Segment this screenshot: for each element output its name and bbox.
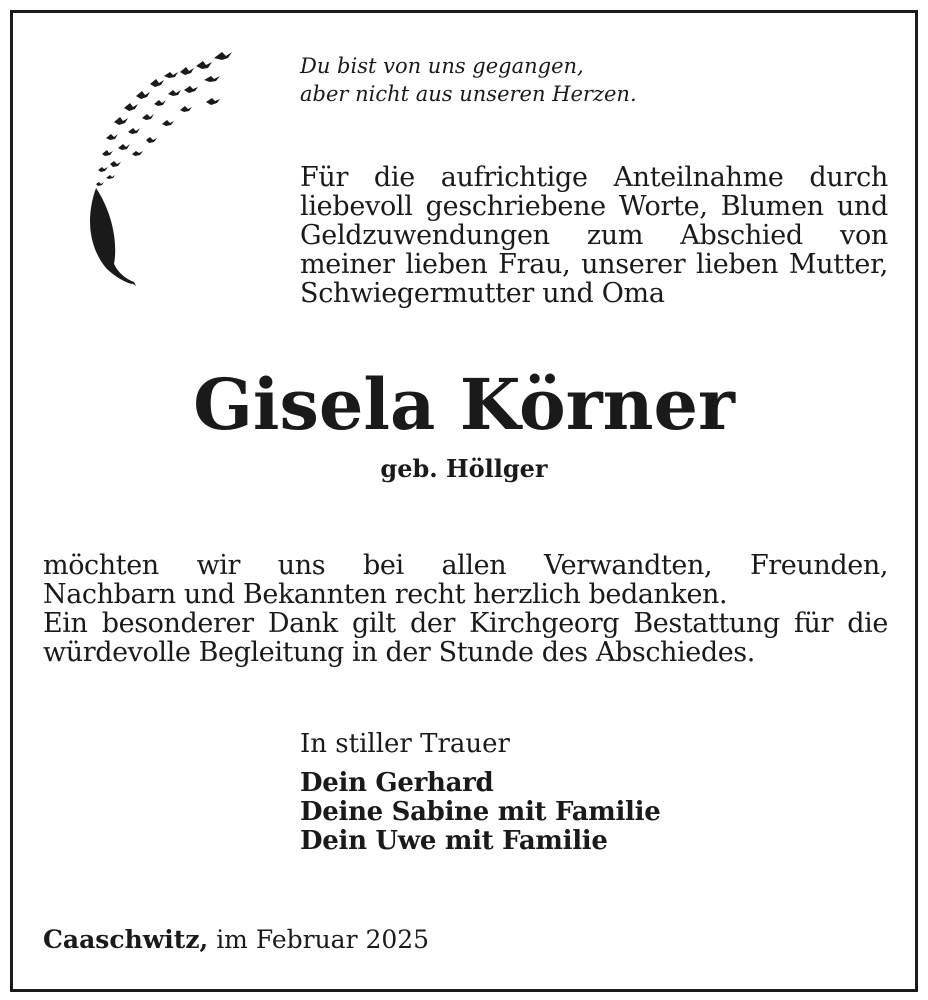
thanks-line-2: Nachbarn und Bekannten recht herzlich bedanken. (43, 579, 728, 610)
quote-line-1: Du bist von uns gegangen, (300, 54, 584, 78)
thanks-line-4: würdevolle Begleitung in der Stunde des Abschiedes. (43, 637, 755, 668)
quote-line-2: aber nicht aus unseren Herzen. (300, 82, 637, 106)
maiden-name: geb. Höllger (380, 454, 548, 483)
notice-date: im Februar 2025 (216, 925, 430, 954)
feather-with-birds-icon (84, 46, 234, 286)
thanks-line-1: möchten wir uns bei allen Verwandten, Freunden, (43, 550, 888, 581)
deceased-name: Gisela Körner (193, 363, 735, 446)
mourning-lead: In stiller Trauer (300, 729, 510, 759)
signature-line: Dein Gerhard (300, 768, 494, 798)
signature-line: Deine Sabine mit Familie (300, 797, 661, 827)
memorial-quote (300, 52, 720, 108)
thanks-text (43, 551, 888, 667)
place-date (43, 925, 429, 954)
signature-line: Dein Uwe mit Familie (300, 826, 608, 856)
thanks-line-3: Ein besonderer Dank gilt der Kirchgeorg Bestattung für die (43, 608, 888, 639)
intro-text: Für die aufrichtige Anteilnahme durch liebevoll geschriebene Worte, Blumen und Geldzuwendungen zum Abschied von meiner lieben Frau, unserer lieben Mutter, Schwiegermutter und Oma (300, 162, 888, 309)
mourning-block (300, 729, 800, 856)
place-name: Caaschwitz, (43, 925, 209, 954)
